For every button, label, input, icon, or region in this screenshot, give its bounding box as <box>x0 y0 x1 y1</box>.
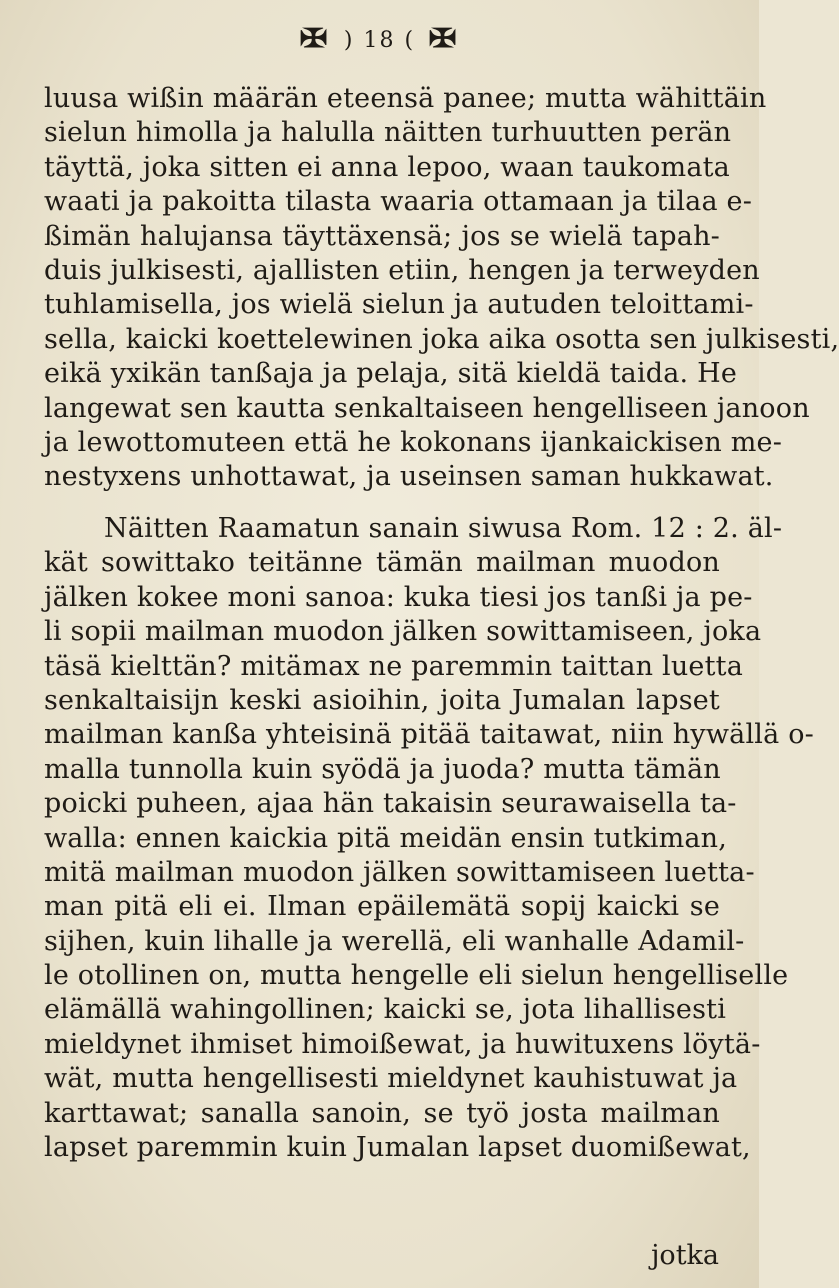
text-line: jälken kokee moni sanoa: kuka tiesi jos tanßi ja pe- <box>44 581 753 613</box>
right-ornament-icon: ✠ <box>428 24 460 54</box>
text-line: täyttä, joka sitten ei anna lepoo, waan taukomata <box>44 151 730 183</box>
text-line: sielun himolla ja halulla näitten turhuutten perän <box>44 117 732 149</box>
text-line: wät, mutta hengellisesti mieldynet kauhistuwat ja <box>44 1063 738 1095</box>
catchword: jotka <box>651 1240 719 1271</box>
text-line: elämällä wahingollinen; kaicki se, jota lihallisesti <box>44 994 727 1026</box>
text-line: senkaltaisijn keski asioihin, joita Jumalan lapset <box>44 684 720 716</box>
text-line: le otollinen on, mutta hengelle eli sielun hengelliselle <box>44 960 789 992</box>
text-line: waati ja pakoitta tilasta waaria ottamaan ja tilaa e- <box>44 186 753 218</box>
text-line: luusa wißin määrän eteensä panee; mutta wähittäin <box>44 83 767 114</box>
text-line: mieldynet ihmiset himoißewat, ja huwituxens löytä- <box>44 1028 761 1060</box>
text-line: poicki puheen, ajaa hän takaisin seurawaisella ta- <box>44 788 737 820</box>
text-line: walla: ennen kaickia pitä meidän ensin tutkiman, <box>44 822 728 854</box>
text-line: kät sowittako teitänne tämän mailman muodon <box>44 547 720 579</box>
text-line: sella, kaicki koettelewinen joka aika osotta sen julkisesti, <box>44 323 839 355</box>
text-line: karttawat; sanalla sanoin, se työ josta mailman <box>44 1097 720 1129</box>
text-line: täsä kielttän? mitämax ne paremmin taittan luetta <box>44 650 744 682</box>
paragraph-1 <box>44 82 839 495</box>
text-line: li sopii mailman muodon jälken sowittamiseen, joka <box>44 616 762 648</box>
text-line: ja lewottomuteen että he kokonans ijankaickisen me- <box>44 426 783 458</box>
text-line: langewat sen kautta senkaltaiseen hengelliseen janoon <box>44 392 810 424</box>
page-header <box>0 24 759 54</box>
page-number: ) 18 ( <box>343 28 416 53</box>
text-line: malla tunnolla kuin syödä ja juoda? mutta tämän <box>44 753 721 785</box>
text-line: sijhen, kuin lihalle ja werellä, eli wanhalle Adamil- <box>44 925 745 957</box>
text-line: eikä yxikän tanßaja ja pelaja, sitä kieldä taida. He <box>44 358 738 390</box>
text-line: tuhlamisella, jos wielä sielun ja autuden teloittami- <box>44 289 754 321</box>
text-line: mitä mailman muodon jälken sowittamiseen luetta- <box>44 856 755 888</box>
paragraph-2 <box>44 512 814 1165</box>
text-line: man pitä eli ei. Ilman epäilemätä sopij kaicki se <box>44 891 720 923</box>
text-line: lapset paremmin kuin Jumalan lapset duomißewat, <box>44 1132 751 1164</box>
text-line: ßimän halujansa täyttäxensä; jos se wielä tapah- <box>44 220 720 252</box>
text-line: mailman kanßa yhteisinä pitää taitawat, niin hywällä o- <box>44 719 814 751</box>
text-line: nestyxens unhottawat, ja useinsen saman hukkawat. <box>44 461 774 493</box>
left-ornament-icon: ✠ <box>299 24 331 54</box>
text-line: Näitten Raamatun sanain siwusa Rom. 12 : 2. äl- <box>104 513 783 544</box>
text-line: duis julkisesti, ajallisten etiin, hengen ja terweyden <box>44 254 760 286</box>
